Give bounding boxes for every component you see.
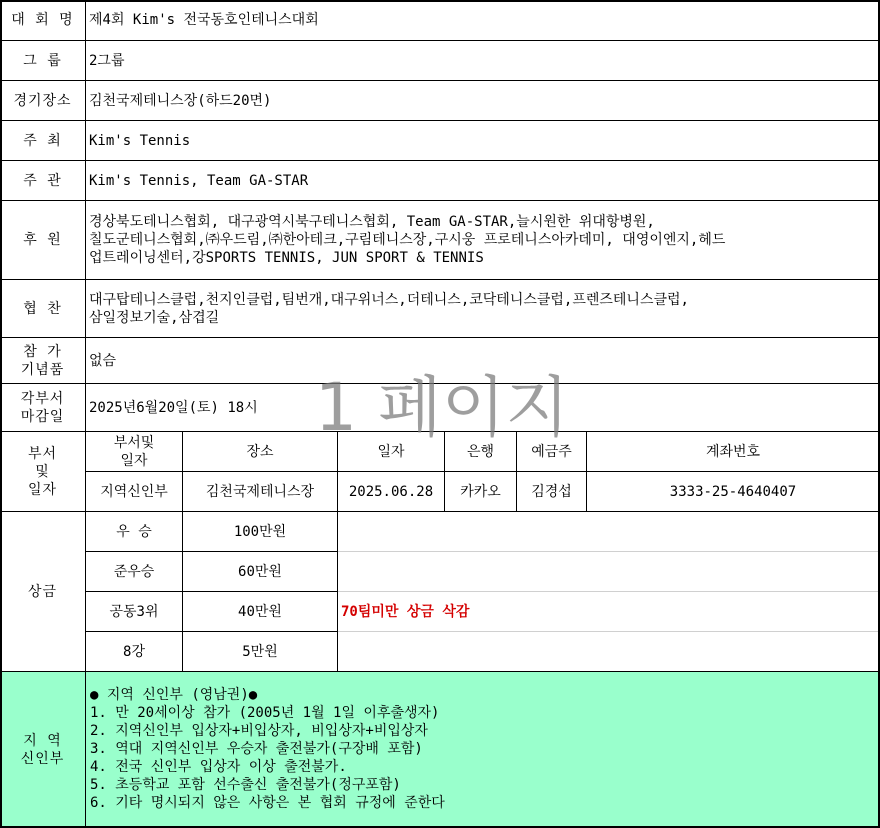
- prize-amount-4: 5만원: [183, 632, 338, 672]
- sponsors-label: 후 원: [0, 201, 86, 280]
- cooperation-value: 대구탑테니스클럽,천지인클럽,팀번개,대구위너스,더테니스,코닥테니스클럽,프렌즈테니스클럽, 삼일정보기술,삼겹길: [86, 280, 880, 338]
- prize-note-area-4: [338, 632, 880, 672]
- local-rookie-label: 지 역 신인부: [0, 672, 86, 828]
- prize-note-area-2: [338, 552, 880, 592]
- prize-rank-3: 공동3위: [86, 592, 183, 632]
- division-row-division: 지역신인부: [86, 472, 183, 512]
- prize-rank-2: 준우승: [86, 552, 183, 592]
- host-value: Kim's Tennis: [86, 121, 880, 161]
- prize-amount-3: 40만원: [183, 592, 338, 632]
- division-row-date: 2025.06.28: [338, 472, 445, 512]
- group-label: 그 룹: [0, 41, 86, 81]
- division-row-account: 3333-25-4640407: [587, 472, 880, 512]
- deadline-value: 2025년6월20일(토) 18시: [86, 384, 880, 432]
- division-header-holder: 예금주: [517, 432, 587, 472]
- prize-label: 상금: [0, 512, 86, 672]
- division-row-place: 김천국제테니스장: [183, 472, 338, 512]
- division-header-division: 부서및 일자: [86, 432, 183, 472]
- division-header-date: 일자: [338, 432, 445, 472]
- local-rookie-rules: ● 지역 신인부 (영남권)● 1. 만 20세이상 참가 (2005년 1월 1일 이후출생자) 2. 지역신인부 입상자+비입상자, 비입상자+비입상자 3. 역대 지역신인부 우승자 출전불가(구장배 포함) 4. 전국 신인부 입상자 이상 출전불가. 5. 초등학교 포함 선수출신 출전불가(정구포함) 6. 기타 명시되지 않은 사항은 본 협회 규정에 준한다: [90, 687, 445, 811]
- souvenir-label: 참 가 기념품: [0, 338, 86, 384]
- division-row-holder: 김경섭: [517, 472, 587, 512]
- sponsors-value: 경상북도테니스협회, 대구광역시북구테니스협회, Team GA-STAR,늘시원한 위대항병원, 칠도군테니스협회,㈜우드림,㈜한아테크,구림테니스장,구시웅 프로테니스아카데미, 대영이엔지,헤드 업트레이닝센터,강SPORTS TENNIS, JUN SPORT & TENNIS: [86, 201, 880, 280]
- venue-value: 김천국제테니스장(하드20면): [86, 81, 880, 121]
- prize-rank-4: 8강: [86, 632, 183, 672]
- deadline-label: 각부서 마감일: [0, 384, 86, 432]
- page-watermark: 1 페이지: [315, 369, 570, 446]
- prize-note-area-3: [338, 592, 880, 632]
- division-row-bank: 카카오: [445, 472, 517, 512]
- prize-note-area-1: [338, 512, 880, 552]
- prize-note: 70팀미만 상금 삭감: [341, 603, 470, 620]
- local-rookie-area: [86, 672, 880, 828]
- venue-label: 경기장소: [0, 81, 86, 121]
- division-header-account: 계좌번호: [587, 432, 880, 472]
- tournament-name-value: 제4회 Kim's 전국동호인테니스대회: [86, 0, 880, 41]
- division-header-place: 장소: [183, 432, 338, 472]
- prize-amount-2: 60만원: [183, 552, 338, 592]
- organizer-label: 주 관: [0, 161, 86, 201]
- prize-rank-1: 우 승: [86, 512, 183, 552]
- souvenir-value: 없슴: [86, 338, 880, 384]
- division-date-label: 부서 및 일자: [0, 432, 86, 512]
- organizer-value: Kim's Tennis, Team GA-STAR: [86, 161, 880, 201]
- host-label: 주 최: [0, 121, 86, 161]
- tournament-name-label: 대 회 명: [0, 0, 86, 41]
- prize-amount-1: 100만원: [183, 512, 338, 552]
- cooperation-label: 협 찬: [0, 280, 86, 338]
- division-header-bank: 은행: [445, 432, 517, 472]
- group-value: 2그룹: [86, 41, 880, 81]
